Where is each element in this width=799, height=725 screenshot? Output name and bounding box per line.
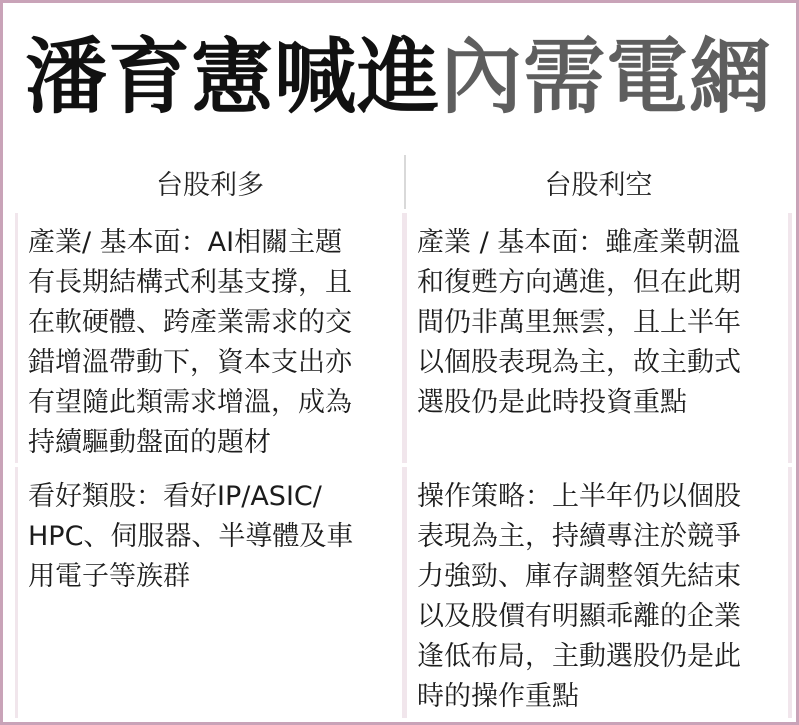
cell-text-line: 產業 / 基本面：雖產業朝溫 [417, 227, 741, 258]
headline [25, 23, 772, 133]
cell-text-line: 選股仍是此時投資重點 [417, 387, 687, 418]
cell-text-line: 間仍非萬里無雲，且上半年 [417, 307, 741, 338]
table-row [15, 213, 792, 463]
cell-text-line: 逢低布局，主動選股仍是此 [417, 641, 741, 672]
comparison-table [15, 151, 792, 718]
cell-text-line: 用電子等族群 [28, 561, 190, 592]
headline-part-1: 潘育憲喊進 [25, 30, 441, 125]
cell-text-line: 有長期結構式利基支撐，且 [28, 267, 352, 298]
cell-text-line: HPC、伺服器、半導體及車 [28, 521, 354, 552]
cell-text-line: 看好類股：看好IP/ASIC/ [28, 481, 322, 512]
table-row [15, 467, 792, 718]
cell-text-line: 在軟硬體、跨產業需求的交 [28, 307, 352, 338]
cell-text-line: 表現為主，持續專注於競爭 [417, 521, 741, 552]
cell-text-line: 持續驅動盤面的題材 [28, 427, 271, 458]
cell-text-line: 時的操作重點 [417, 681, 579, 712]
cell-text-line: 和復甦方向邁進，但在此期 [417, 267, 741, 298]
cell-text-line: 以及股價有明顯乖離的企業 [417, 601, 741, 632]
cell-text-line: 以個股表現為主，故主動式 [417, 347, 741, 378]
cell-text-line: 有望隨此類需求增溫，成為 [28, 387, 352, 418]
cell-text-line: 力強勁、庫存調整領先結束 [417, 561, 741, 592]
header-bullish: 台股利多 [156, 169, 264, 201]
cell-text-line: 錯增溫帶動下，資本支出亦 [28, 347, 352, 378]
cell-text-line: 操作策略：上半年仍以個股 [417, 481, 741, 512]
headline-part-2: 內需電網 [440, 30, 773, 125]
cell-text-line: 產業/ 基本面：AI相關主題 [28, 227, 343, 258]
cell-bearish-strategy [407, 467, 788, 718]
table-header-row [15, 151, 792, 213]
cell-bullish-fundamentals [18, 213, 402, 463]
cell-bearish-fundamentals [407, 213, 788, 463]
cell-bullish-sectors [18, 467, 402, 718]
header-bearish: 台股利空 [544, 169, 653, 201]
